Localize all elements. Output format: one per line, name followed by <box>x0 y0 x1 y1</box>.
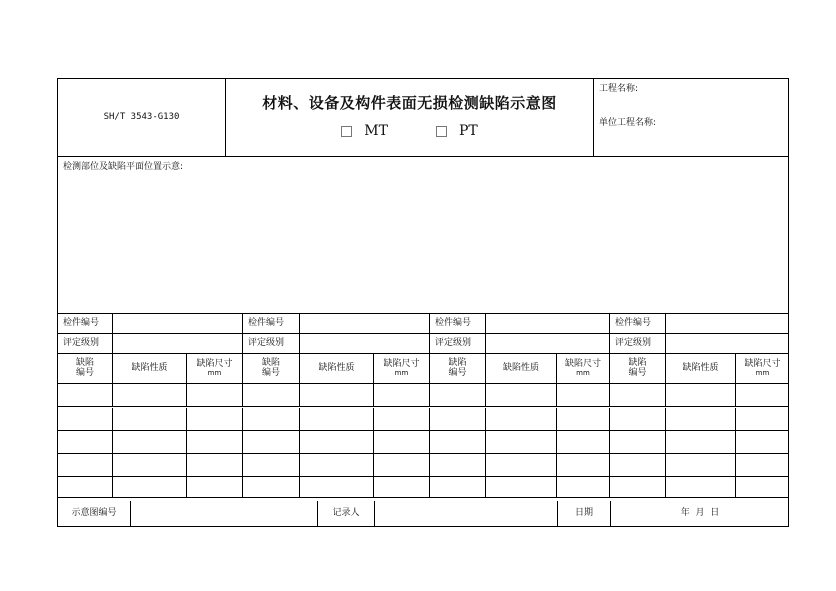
defect-nature-header <box>666 354 736 384</box>
table-cell[interactable] <box>300 454 374 477</box>
defect-number-header-line1: 缺陷 <box>261 358 280 369</box>
defect-number-header-line1: 缺陷 <box>75 358 94 369</box>
table-cell[interactable] <box>187 408 243 431</box>
unit-project-label: 单位工程名称: <box>599 118 657 129</box>
table-cell[interactable] <box>486 384 557 407</box>
defect-nature-header-text: 缺陷性质 <box>682 362 719 373</box>
defect-size-header-text: 缺陷尺寸 <box>744 358 781 369</box>
table-cell[interactable] <box>736 408 789 431</box>
defect-size-unit: mm <box>394 369 409 378</box>
table-cell[interactable] <box>610 477 666 498</box>
table-cell[interactable] <box>430 454 486 477</box>
table-cell[interactable] <box>666 384 736 407</box>
table-cell[interactable] <box>300 431 374 454</box>
date-field[interactable] <box>611 501 789 527</box>
title-cell <box>226 79 594 157</box>
mt-checkbox[interactable] <box>341 124 388 139</box>
form-title: 材料、设备及构件表面无损检测缺陷示意图 <box>262 94 557 113</box>
table-cell[interactable] <box>374 454 430 477</box>
table-cell[interactable] <box>557 384 610 407</box>
defect-number-header <box>610 354 666 384</box>
defect-number-header <box>430 354 486 384</box>
table-cell[interactable] <box>430 431 486 454</box>
grade-field-4[interactable] <box>666 334 789 354</box>
mt-label: MT <box>364 123 388 140</box>
table-cell[interactable] <box>486 454 557 477</box>
defect-number-header-line1: 缺陷 <box>448 358 467 369</box>
part-label-text: 检件编号 <box>248 317 285 328</box>
table-cell[interactable] <box>610 454 666 477</box>
table-cell[interactable] <box>187 384 243 407</box>
table-cell[interactable] <box>243 384 300 407</box>
defect-number-header-line2: 编号 <box>448 367 467 378</box>
diagram-area-label: 检测部位及缺陷平面位置示意: <box>63 162 184 172</box>
table-cell[interactable] <box>58 384 113 407</box>
diagram-number-field[interactable] <box>131 501 318 527</box>
grade-label-text: 评定级别 <box>435 337 472 348</box>
diagram-number-label <box>58 501 131 527</box>
defect-size-header <box>187 354 243 384</box>
table-cell[interactable] <box>430 384 486 407</box>
defect-nature-header <box>113 354 187 384</box>
grade-label-text: 评定级别 <box>615 337 652 348</box>
defect-size-header-text: 缺陷尺寸 <box>564 358 601 369</box>
grade-label-4 <box>610 334 666 354</box>
date-value: 年 月 日 <box>680 507 720 518</box>
recorder-label <box>318 501 375 527</box>
defect-size-header <box>374 354 430 384</box>
defect-size-header-text: 缺陷尺寸 <box>383 358 420 369</box>
diagram-number-label-text: 示意图编号 <box>71 507 117 518</box>
pt-checkbox[interactable] <box>436 124 478 139</box>
standard-code-cell <box>58 79 226 157</box>
defect-size-header-text: 缺陷尺寸 <box>196 358 233 369</box>
defect-nature-header <box>300 354 374 384</box>
part-number-field-1[interactable] <box>113 314 243 334</box>
part-label-1 <box>58 314 113 334</box>
table-cell[interactable] <box>243 408 300 431</box>
table-cell[interactable] <box>300 477 374 498</box>
inspection-form <box>57 78 789 527</box>
defect-number-header-line1: 缺陷 <box>628 358 647 369</box>
table-cell[interactable] <box>666 477 736 498</box>
table-cell[interactable] <box>300 408 374 431</box>
table-cell[interactable] <box>113 454 187 477</box>
table-cell[interactable] <box>610 384 666 407</box>
table-cell[interactable] <box>374 384 430 407</box>
defect-number-header-line2: 编号 <box>75 367 94 378</box>
table-cell[interactable] <box>736 477 789 498</box>
defect-number-header-line2: 编号 <box>261 367 280 378</box>
table-cell[interactable] <box>557 454 610 477</box>
pt-label: PT <box>458 123 478 140</box>
table-cell[interactable] <box>610 431 666 454</box>
table-cell[interactable] <box>187 477 243 498</box>
table-cell[interactable] <box>374 477 430 498</box>
table-cell[interactable] <box>557 431 610 454</box>
table-cell[interactable] <box>557 408 610 431</box>
standard-code: SH/T 3543-G130 <box>103 111 180 122</box>
table-cell[interactable] <box>58 477 113 498</box>
table-cell[interactable] <box>300 384 374 407</box>
table-cell[interactable] <box>486 408 557 431</box>
defect-number-header <box>58 354 113 384</box>
table-cell[interactable] <box>374 431 430 454</box>
part-number-field-3[interactable] <box>486 314 610 334</box>
defect-nature-header <box>486 354 557 384</box>
defect-number-header-line2: 编号 <box>628 367 647 378</box>
defect-size-header <box>736 354 789 384</box>
grade-label-3 <box>430 334 486 354</box>
date-label <box>558 501 611 527</box>
defect-number-header <box>243 354 300 384</box>
project-info-cell <box>594 79 789 157</box>
table-cell[interactable] <box>610 408 666 431</box>
grade-label-text: 评定级别 <box>248 337 285 348</box>
part-number-field-4[interactable] <box>666 314 789 334</box>
grade-label-1 <box>58 334 113 354</box>
table-cell[interactable] <box>736 454 789 477</box>
table-cell[interactable] <box>430 477 486 498</box>
table-cell[interactable] <box>243 431 300 454</box>
part-label-2 <box>243 314 300 334</box>
grade-label-text: 评定级别 <box>63 337 100 348</box>
table-cell[interactable] <box>113 477 187 498</box>
table-cell[interactable] <box>736 431 789 454</box>
part-number-field-2[interactable] <box>300 314 430 334</box>
table-cell[interactable] <box>557 477 610 498</box>
table-cell[interactable] <box>187 454 243 477</box>
part-label-text: 检件编号 <box>435 317 472 328</box>
table-cell[interactable] <box>666 408 736 431</box>
recorder-label-text: 记录人 <box>332 507 360 518</box>
table-cell[interactable] <box>113 384 187 407</box>
grade-field-1[interactable] <box>113 334 243 354</box>
checkbox-empty-icon <box>341 126 352 137</box>
table-cell[interactable] <box>374 408 430 431</box>
diagram-area[interactable] <box>58 157 789 314</box>
part-label-text: 检件编号 <box>615 317 652 328</box>
table-cell[interactable] <box>58 431 113 454</box>
part-label-text: 检件编号 <box>63 317 100 328</box>
defect-nature-header-text: 缺陷性质 <box>131 362 168 373</box>
defect-nature-header-text: 缺陷性质 <box>318 362 355 373</box>
table-cell[interactable] <box>113 431 187 454</box>
grade-field-2[interactable] <box>300 334 430 354</box>
checkbox-empty-icon <box>436 126 447 137</box>
table-cell[interactable] <box>430 408 486 431</box>
defect-size-unit: mm <box>576 369 590 378</box>
grade-label-2 <box>243 334 300 354</box>
table-cell[interactable] <box>243 454 300 477</box>
table-cell[interactable] <box>58 454 113 477</box>
defect-size-header <box>557 354 610 384</box>
table-cell[interactable] <box>486 431 557 454</box>
table-cell[interactable] <box>666 454 736 477</box>
part-label-3 <box>430 314 486 334</box>
table-cell[interactable] <box>187 431 243 454</box>
grade-field-3[interactable] <box>486 334 610 354</box>
project-name-label: 工程名称: <box>599 84 639 94</box>
table-cell[interactable] <box>243 477 300 498</box>
defect-nature-header-text: 缺陷性质 <box>502 362 539 373</box>
table-cell[interactable] <box>736 384 789 407</box>
date-label-text: 日期 <box>574 507 593 518</box>
table-cell[interactable] <box>113 408 187 431</box>
defect-size-unit: mm <box>207 369 222 378</box>
table-cell[interactable] <box>486 477 557 498</box>
part-label-4 <box>610 314 666 334</box>
recorder-field[interactable] <box>375 501 558 527</box>
table-cell[interactable] <box>58 408 113 431</box>
defect-size-unit: mm <box>755 369 770 378</box>
table-cell[interactable] <box>666 431 736 454</box>
